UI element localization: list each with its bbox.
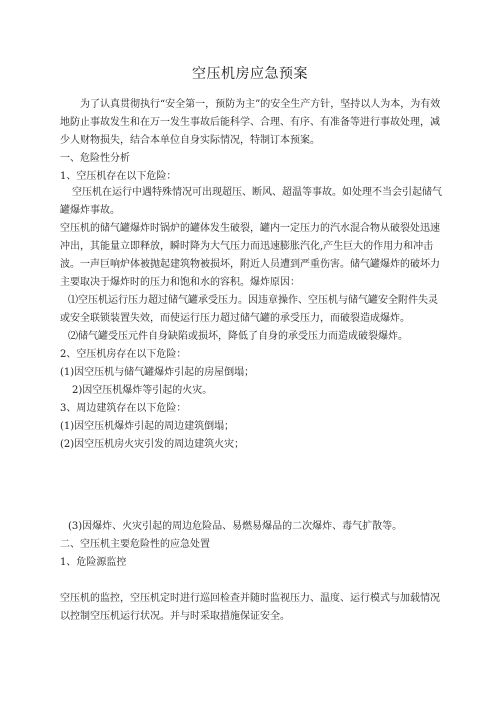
subsection-heading-1: 1、空压机存在以下危险： xyxy=(60,171,177,182)
subsection-heading-2: 2、空压机房存在以下危险： xyxy=(60,349,187,360)
body-block-4 xyxy=(60,590,444,626)
monitoring-paragraph: 空压机的监控，空压机定时进行巡回检查并随时监视压力、温度、运行模式与加载情况以控制空压机运行状况。并与时采取措施保证安全。 xyxy=(60,593,440,622)
cause-item-2: ⑵储气罐受压元件自身缺陷或损坏，降低了自身的承受压力而造成破裂爆炸。 xyxy=(68,331,408,342)
surrounding-item-3: (3)因爆炸、火灾引起的周边危险品、易燃易爆品的二次爆炸、毒气扩散等。 xyxy=(68,521,403,532)
body-block-3 xyxy=(60,518,444,572)
surrounding-item-1: (1)因空压机爆炸引起的周边建筑倒塌； xyxy=(60,421,235,432)
section-heading-2: 二、空压机主要危险性的应急处置 xyxy=(60,539,210,550)
paragraph-explosion: 空压机的储气罐爆炸时锅炉的罐体发生破裂，罐内一定压力的汽水混合物从破裂处迅速冲出，其能量立即释放，瞬时降为大气压力而迅速膨胀汽化,产生巨大的作用力和冲击波。一声巨响炉体被抛起建筑物被损坏，附近人员遭到严重伤害。储气罐爆炸的破坏力主要取决于爆炸时的压力和饱和水的容积。爆炸原因： xyxy=(60,223,440,288)
hazard-item-1: (1)因空压机与储气罐爆炸引起的房屋倒塌； xyxy=(60,367,255,378)
body-block-2 xyxy=(60,184,444,454)
intro-paragraph: 为了认真贯彻执行“安全第一，预防为主”的安全生产方针，坚持以人为本，为有效地防止事故发生和在万一发生事故后能科学、合理、有序、有准备等进行事故处理，减少人财物损失，结合本单位自身实际情况，特制订本预案。 xyxy=(60,99,441,146)
subsection-heading-4: 1、危险源监控 xyxy=(60,557,127,568)
subsection-heading-3: 3、周边建筑存在以下危险： xyxy=(60,403,187,414)
hazard-item-2: 2)因空压机爆炸等引起的火灾。 xyxy=(72,385,213,396)
page-title: 空压机房应急预案 xyxy=(192,66,308,82)
body-block-1 xyxy=(60,96,444,186)
cause-item-1: ⑴空压机运行压力超过储气罐承受压力。因违章操作、空压机与储气罐安全附件失灵或安全联锁装置失效，而使运行压力超过储气罐的承受压力，而破裂造成爆炸。 xyxy=(60,295,438,324)
section-heading-1: 一、危险性分析 xyxy=(60,153,130,164)
surrounding-item-2: (2)因空压机房火灾引发的周边建筑火灾； xyxy=(60,439,245,450)
paragraph-overview: 空压机在运行中遇特殊情况可出现超压、断风、超温等事故。如处理不当会引起储气罐爆炸事故。 xyxy=(60,187,442,216)
